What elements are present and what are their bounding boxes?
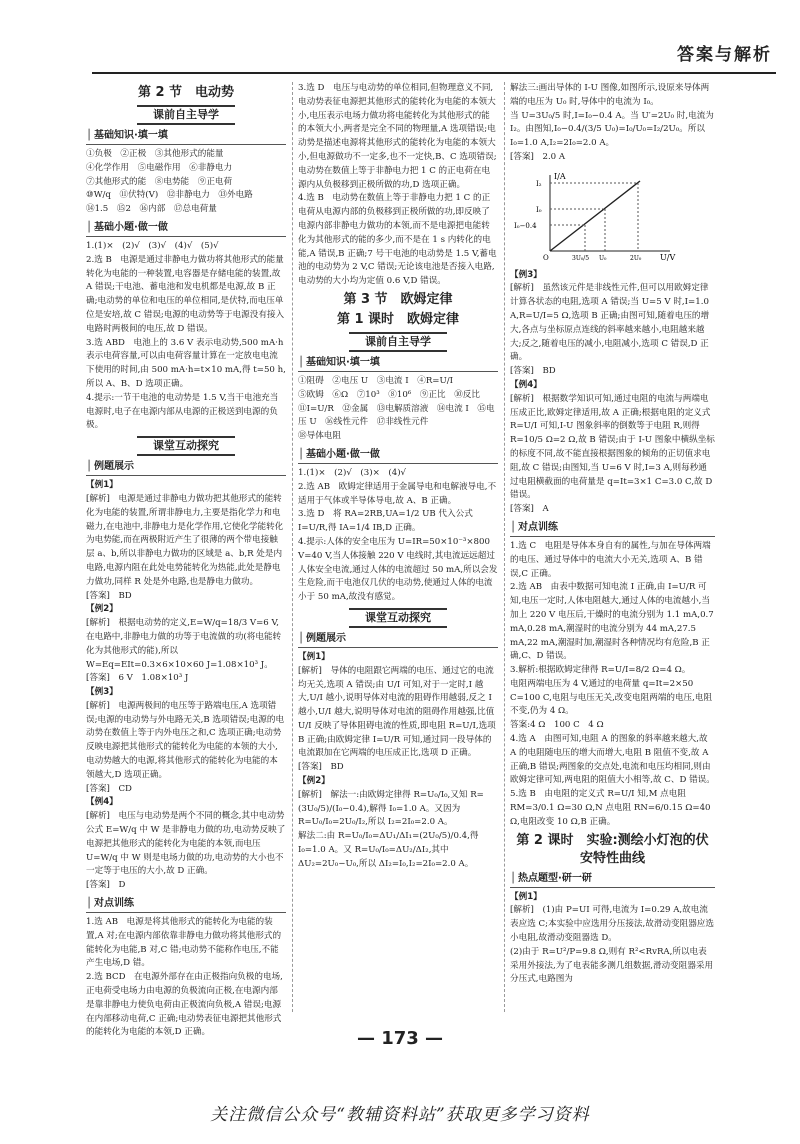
paragraph: 1.选 C 电阻是导体本身自有的属性,与加在导体两端的电压、通过导体中的电流大小无关,选项 A、B 错误,C 正确。	[510, 540, 711, 579]
section-banner	[86, 105, 286, 125]
paragraph: [解析] 导体的电阻跟它两端的电压、通过它的电流均无关,选项 A 错误;由 U/I 可知,对于一定时,I 越大,U/I 越小,说明导体对电流的阻碍作用越弱,反之 I 越小,U/I 越大,说明导体对电流的阻碍作用越强,比值 U/I 反映了导体阻碍电流的性质,即电阻 R=U/I,选项 B 正确;由欧姆定律 I=U/R 可知,通过同一段导体的电流跟加在它两端的电压成正比,选项 D 正确。	[298, 665, 496, 759]
paragraph: [解析] 电源是通过非静电力做功把其他形式的能转化为电能的装置,所谓非静电力,主要是指化学力和电磁力,在电池中,非静电力是化学作用,它使化学能转化为电势能,而在两极附近产生了很薄的两个带电接触层 a、b,所以非静电力做功的区域是 a、b,R 处是内电路,电源内阻在此处电势能转化为热能,此处是静电力做功,同样 R 处是外电路,也是静电力做功。	[86, 493, 284, 587]
example-label: 【例1】	[298, 651, 330, 662]
paragraph: ⑦其他形式的能 ⑧电势能 ⑨正电荷	[86, 176, 233, 187]
paragraph: ⑤欧姆 ⑥Ω ⑦10³ ⑧10⁶ ⑨正比 ⑩反比	[298, 389, 480, 400]
tick-2u0: 2U₀	[630, 254, 642, 262]
page-number: — 173 —	[356, 1028, 444, 1049]
column-left	[86, 82, 286, 1038]
subheading: │ 例题展示	[86, 459, 286, 476]
paragraph: 2.选 AB 由表中数据可知电流 I 正确,由 I=U/R 可知,电压一定时,人体电阻越大,通过人体的电流越小,当加上 220 V 电压后,干燥时的电流分别为 1.1 mA,0.7 mA,0.28 mA,潮湿时的电流分别为 44 mA,27.5 mA,22 mA,潮湿时加,潮湿时各种情况均有危险,B 正确,C、D 错误。	[510, 582, 714, 662]
paragraph: [解析] 根据数学知识可知,通过电阻的电流与两端电压成正比,欧姆定律适用,故 A 正确;根据电阻的定义式 R=U/I 可知,I-U 图象斜率的倒数等于电阻 R,则得 R=10/5 Ω=2 Ω,故 B 错误;由于 I-U 图象中横纵坐标的标度不同,故不能直接根据图象的倾角的正切值求电阻,故 C 错误;由图知,当 U=6 V 时,I=3 A,则每秒通过电阻横截面的电荷量是 q=It=3×1 C=3.0 C,故 D 错误。	[510, 393, 715, 501]
paragraph: ④化学作用 ⑤电磁作用 ⑥非静电力	[86, 162, 233, 173]
paragraph: 3.选 D 将 RA=2RB,UA=1/2 UB 代入公式 I=U/R,得 IA=1/4 IB,D 正确。	[298, 509, 473, 534]
example-label: 【例2】	[86, 604, 118, 615]
subheading: │ 热点题型·研一研	[510, 871, 715, 888]
paragraph: ①阻碍 ②电压 U ③电流 I ④R=U/I	[298, 375, 454, 386]
tick-3u0-5: 3U₀/5	[572, 254, 590, 262]
paragraph: [答案] 2.0 A	[510, 151, 566, 162]
iu-graph	[510, 169, 710, 261]
paragraph: 2.选 B 电源是通过非静电力做功将其他形式的能量转化为电能的一种装置,电容器是存储电能的装置,故 A 错误;干电池、蓄电池和发电机都是电源,故 B 正确;电动势的单位和电压的单位相同,是伏特,而电压单位是安培,故 C 错误;电源的电动势等于电源没有接入电路时两极间的电压,故 D 错误。	[86, 254, 285, 334]
example-label: 【例2】	[298, 776, 330, 787]
paragraph: 2.选 BCD 在电源外部存在由正极指向负极的电场,正电荷受电场力由电源的负极流向正极,在电源内部是靠非静电力使负电荷由正极流向负极,A 错误;电源在内部移动电荷,C 正确;电动势表征电源把其他形式的能转化为电能的本领,D 正确。	[86, 972, 283, 1038]
example-label: 【例1】	[86, 480, 118, 491]
paragraph: 1.(1)× (2)√ (3)× (4)√	[298, 467, 407, 478]
paragraph: [答案] CD	[86, 783, 132, 794]
section-banner	[298, 332, 498, 352]
paragraph: [答案] BD	[86, 590, 132, 601]
paragraph: [解析] (1)由 P=UI 可得,电流为 I=0.29 A,故电流表应选 C;本实验中应选用分压接法,故滑动变阻器应选小电阻,故滑动变阻器选 D。	[510, 905, 714, 944]
column-right	[510, 82, 715, 1017]
paragraph: 3.选 D 电压与电动势的单位相同,但物理意义不同,电动势表征电源把其他形式的能转化为电能的本领大小,电压表示电场力做功将电能转化为其他形式的能的本领大小,两者是完全不同的物理量,A 选项错误;电动势是描述电源将其他形式的能转化为电能的本领大小,但电源做功不一定多,也不一定快,B、C 选项错误;电动势在数值上等于非静电力把 1 C 的正电荷在电源内从负极移到正极所做的功,D 选项正确。	[298, 83, 497, 190]
column-divider	[504, 82, 505, 1012]
paragraph: 4.提示:人体的安全电压为 U=IR=50×10⁻³×800 V=40 V,当人体接触 220 V 电线时,其电流远远超过人体安全电流,通过人体的电流超过 50 mA,所以会发生危险,而干电池仅几伏的电动势,使通过人体的电流小于 50 mA,故没有感觉。	[298, 536, 498, 603]
subheading: │ 基础知识·填一填	[298, 355, 498, 372]
paragraph: (2)由于 R=U²/P=9.8 Ω,则有 R²<RvRA,所以电表采用外接法,为了电表能多测几组数据,滑动变阻器采用分压式,电路图为	[510, 946, 714, 985]
paragraph: [答案] A	[510, 504, 549, 515]
section-heading: 第 2 课时 实验:测绘小灯泡的伏安特性曲线	[516, 832, 709, 866]
label-i0: I₀	[536, 205, 542, 214]
paragraph: ⑭1.5 ⑮2 ⑯内部 ⑰总电荷量	[86, 204, 217, 215]
paragraph: 答案:4 Ω 100 C 4 Ω	[510, 720, 604, 731]
paragraph: 3.解析:根据欧姆定律得 R=U/I=8/2 Ω=4 Ω。	[510, 665, 691, 676]
paragraph: [解析] 虽然该元件是非线性元件,但可以用欧姆定律计算各状态的电阻,选项 A 错误;当 U=5 V 时,I=1.0 A,R=U/I=5 Ω,选项 B 正确;由图可知,随着电压的增大,各点与坐标原点连线的斜率越来越小,电阻越来越大;反之,随着电压的减小,电阻减小,选项 C 错误,D 正确。	[510, 283, 710, 363]
paragraph: 4.选 B 电动势在数值上等于非静电力把 1 C 的正电荷从电源内部的负极移到正极所做的功,即反映了电源内部非静电力做功的本领,而不是电源把电能转化为其他形式的能的多少,而不是在 1 s 内转化的电能,A 错误,B 正确;7 号干电池的电动势是 1.5 V,蓄电池的电动势为 2 V,C 错误;无论该电池是否接入电路,电动势的大小均为定值 0.6 V,D 错误。	[298, 193, 497, 287]
iu-line	[550, 181, 640, 251]
subheading: │ 对点训练	[510, 520, 715, 537]
paragraph: [解析] 电压与电动势是两个不同的概念,其中电动势公式 E=W/q 中 W 是非静电力做的功,电动势反映了电源把其他形式的能转化为电能的本领,而电压 U=W/q 中 W 则是电场力做的功,电动势的大小也不一定等于电压的大小,故 D 正确。	[86, 811, 286, 877]
paragraph: 2.选 AB 欧姆定律适用于金属导电和电解液导电,不适用于气体或半导体导电,故 A、B 正确。	[298, 481, 497, 506]
label-origin: O	[543, 253, 549, 262]
banner-text: 课堂互动探究	[137, 436, 235, 456]
section-heading: 第 2 节 电动势	[137, 85, 235, 100]
banner-text: 课堂互动探究	[349, 608, 447, 628]
label-i2: I₂	[536, 179, 542, 188]
subheading: │ 对点训练	[86, 896, 286, 913]
section-heading: 第 1 课时 欧姆定律	[336, 311, 460, 327]
footer-note: 关注微信公众号“教辅资料站”获取更多学习资料	[210, 1105, 590, 1125]
paragraph: [解析] 解法一:由欧姆定律得 R=U₀/I₀,又知 R=(3U₀/5)/(I₀−0.4),解得 I₀=1.0 A。又因为 R=U₀/I₀=2U₀/I₂,所以 I₂=2I₀=2.0 A。	[298, 789, 484, 828]
paragraph: [答案] D	[86, 880, 126, 891]
banner-text: 课前自主导学	[137, 105, 235, 125]
paragraph: [解析] 根据电动势的定义,E=W/q=18/3 V=6 V,在电路中,非静电力做的功等于电流做的功(将电能转化为其他形式的能),所以 W=Eq=EIt=0.3×6×10×60 J=1.08×10³ J。	[86, 618, 282, 670]
section-banner	[298, 608, 498, 628]
paragraph: 解法二:由 R=U₀/I₀=ΔU₁/ΔI₁=(2U₀/5)/0.4,得 I₀=1.0 A。又 R=U₀/I₀=ΔU₂/ΔI₂,其中 ΔU₂=2U₀−U₀,所以 ΔI₂=I₀,I₂=2I₀=2.0 A。	[298, 831, 479, 869]
example-label: 【例4】	[510, 379, 542, 390]
paragraph: 当 U=3U₀/5 时,I=I₀−0.4 A。当 U′=2U₀ 时,电流为 I₂。由图知,I₀−0.4/(3/5 U₀)=I₀/U₀=I₂/2U₀。所以 I₀=1.0 A,I₂=2I₀=2.0 A。	[510, 110, 714, 149]
paragraph: 4.提示:一节干电池的电动势是 1.5 V,当干电池充当电源时,电子在电源内部从电源的正极送到电源的负极。	[86, 392, 279, 431]
example-label: 【例3】	[86, 687, 118, 698]
paragraph: 3.选 ABD 电池上的 3.6 V 表示电动势,500 mA·h 表示电荷容量,可以由电荷容量计算在一定放电电流下使用的时间,由 500 mA·h=t×10 mA,得 t=50 h,所以 A、B、D 选项正确。	[86, 337, 286, 389]
paragraph: ⑱导体电阻	[298, 431, 341, 442]
section-heading: 第 3 节 欧姆定律	[343, 291, 453, 307]
paragraph: [解析] 电源两极间的电压等于路端电压,A 选项错误;电源的电动势与外电路无关,B 选项错误;电源的电动势在数值上等于内外电压之和,C 选项正确;电动势反映电源把其他形式的能转化为电能的本领的大小,电动势越大的电源,将其他形式的能转化为电能的本领越大,D 选项正确。	[86, 700, 285, 780]
subheading: │ 基础小题·做一做	[298, 447, 498, 464]
example-label: 【例4】	[86, 797, 118, 808]
paragraph: ⑩W/q ⑪伏特(V) ⑫非静电力 ⑬外电路	[86, 190, 253, 201]
y-axis-label: I/A	[554, 171, 566, 181]
column-divider	[292, 82, 293, 1012]
subheading: │ 基础知识·填一填	[86, 128, 286, 145]
paragraph: [答案] BD	[298, 762, 344, 773]
banner-text: 课前自主导学	[349, 332, 447, 352]
page-header	[0, 0, 800, 84]
paragraph: 5.选 B 由电阻的定义式 R=U/I 知,M 点电阻 RM=3/0.1 Ω=30 Ω,N 点电阻 RN=6/0.15 Ω=40 Ω,电阻改变 10 Ω,B 正确。	[510, 789, 711, 827]
header-title: 答案与解析	[677, 45, 772, 65]
x-axis-label: U/V	[660, 252, 676, 262]
section-banner	[86, 436, 286, 456]
example-label: 【例1】	[510, 891, 542, 902]
subheading: │ 例题展示	[298, 631, 498, 648]
header-rule	[92, 72, 776, 74]
paragraph: [答案] BD	[510, 366, 556, 377]
label-i0-minus: I₀−0.4	[514, 221, 537, 230]
paragraph: 4.选 A 由图可知,电阻 A 的图象的斜率越来越大,故 A 的电阻随电压的增大而增大,电阻 B 阻值不变,故 A 正确,B 错误;两图象的交点处,电流和电压均相同,则由欧姆定律可知,两电阻的阻值大小相等,故 C、D 错误。	[510, 734, 715, 786]
paragraph: [答案] 6 V 1.08×10³ J	[86, 673, 189, 684]
paragraph: 1.(1)× (2)√ (3)√ (4)√ (5)√	[86, 240, 219, 251]
column-middle	[298, 82, 498, 1017]
paragraph: 1.选 AB 电源是将其他形式的能转化为电能的装置,A 对;在电源内部依靠非静电力做功将其他形式的能转化为电能,B 对,C 错;电动势不能称作电压,不能产生电场,D 错。	[86, 917, 282, 969]
paragraph: ①负极 ②正极 ③其他形式的能量	[86, 149, 224, 159]
paragraph: 电阻两端电压为 4 V,通过的电荷量 q=It=2×50 C=100 C,电阻与电压无关,改变电阻两端的电压,电阻不变,仍为 4 Ω。	[510, 678, 713, 717]
subheading: │ 基础小题·做一做	[86, 220, 286, 237]
paragraph: ⑪I=U/R ⑫金属 ⑬电解质溶液 ⑭电流 I ⑮电压 U ⑯线性元件 ⑰非线性元件	[298, 403, 495, 428]
tick-u0: U₀	[599, 254, 607, 262]
example-label: 【例3】	[510, 269, 542, 280]
paragraph: 解法三:画出导体的 I-U 图像,如图所示,设原来导体两端的电压为 U₀ 时,导体中的电流为 I₀。	[510, 83, 710, 107]
